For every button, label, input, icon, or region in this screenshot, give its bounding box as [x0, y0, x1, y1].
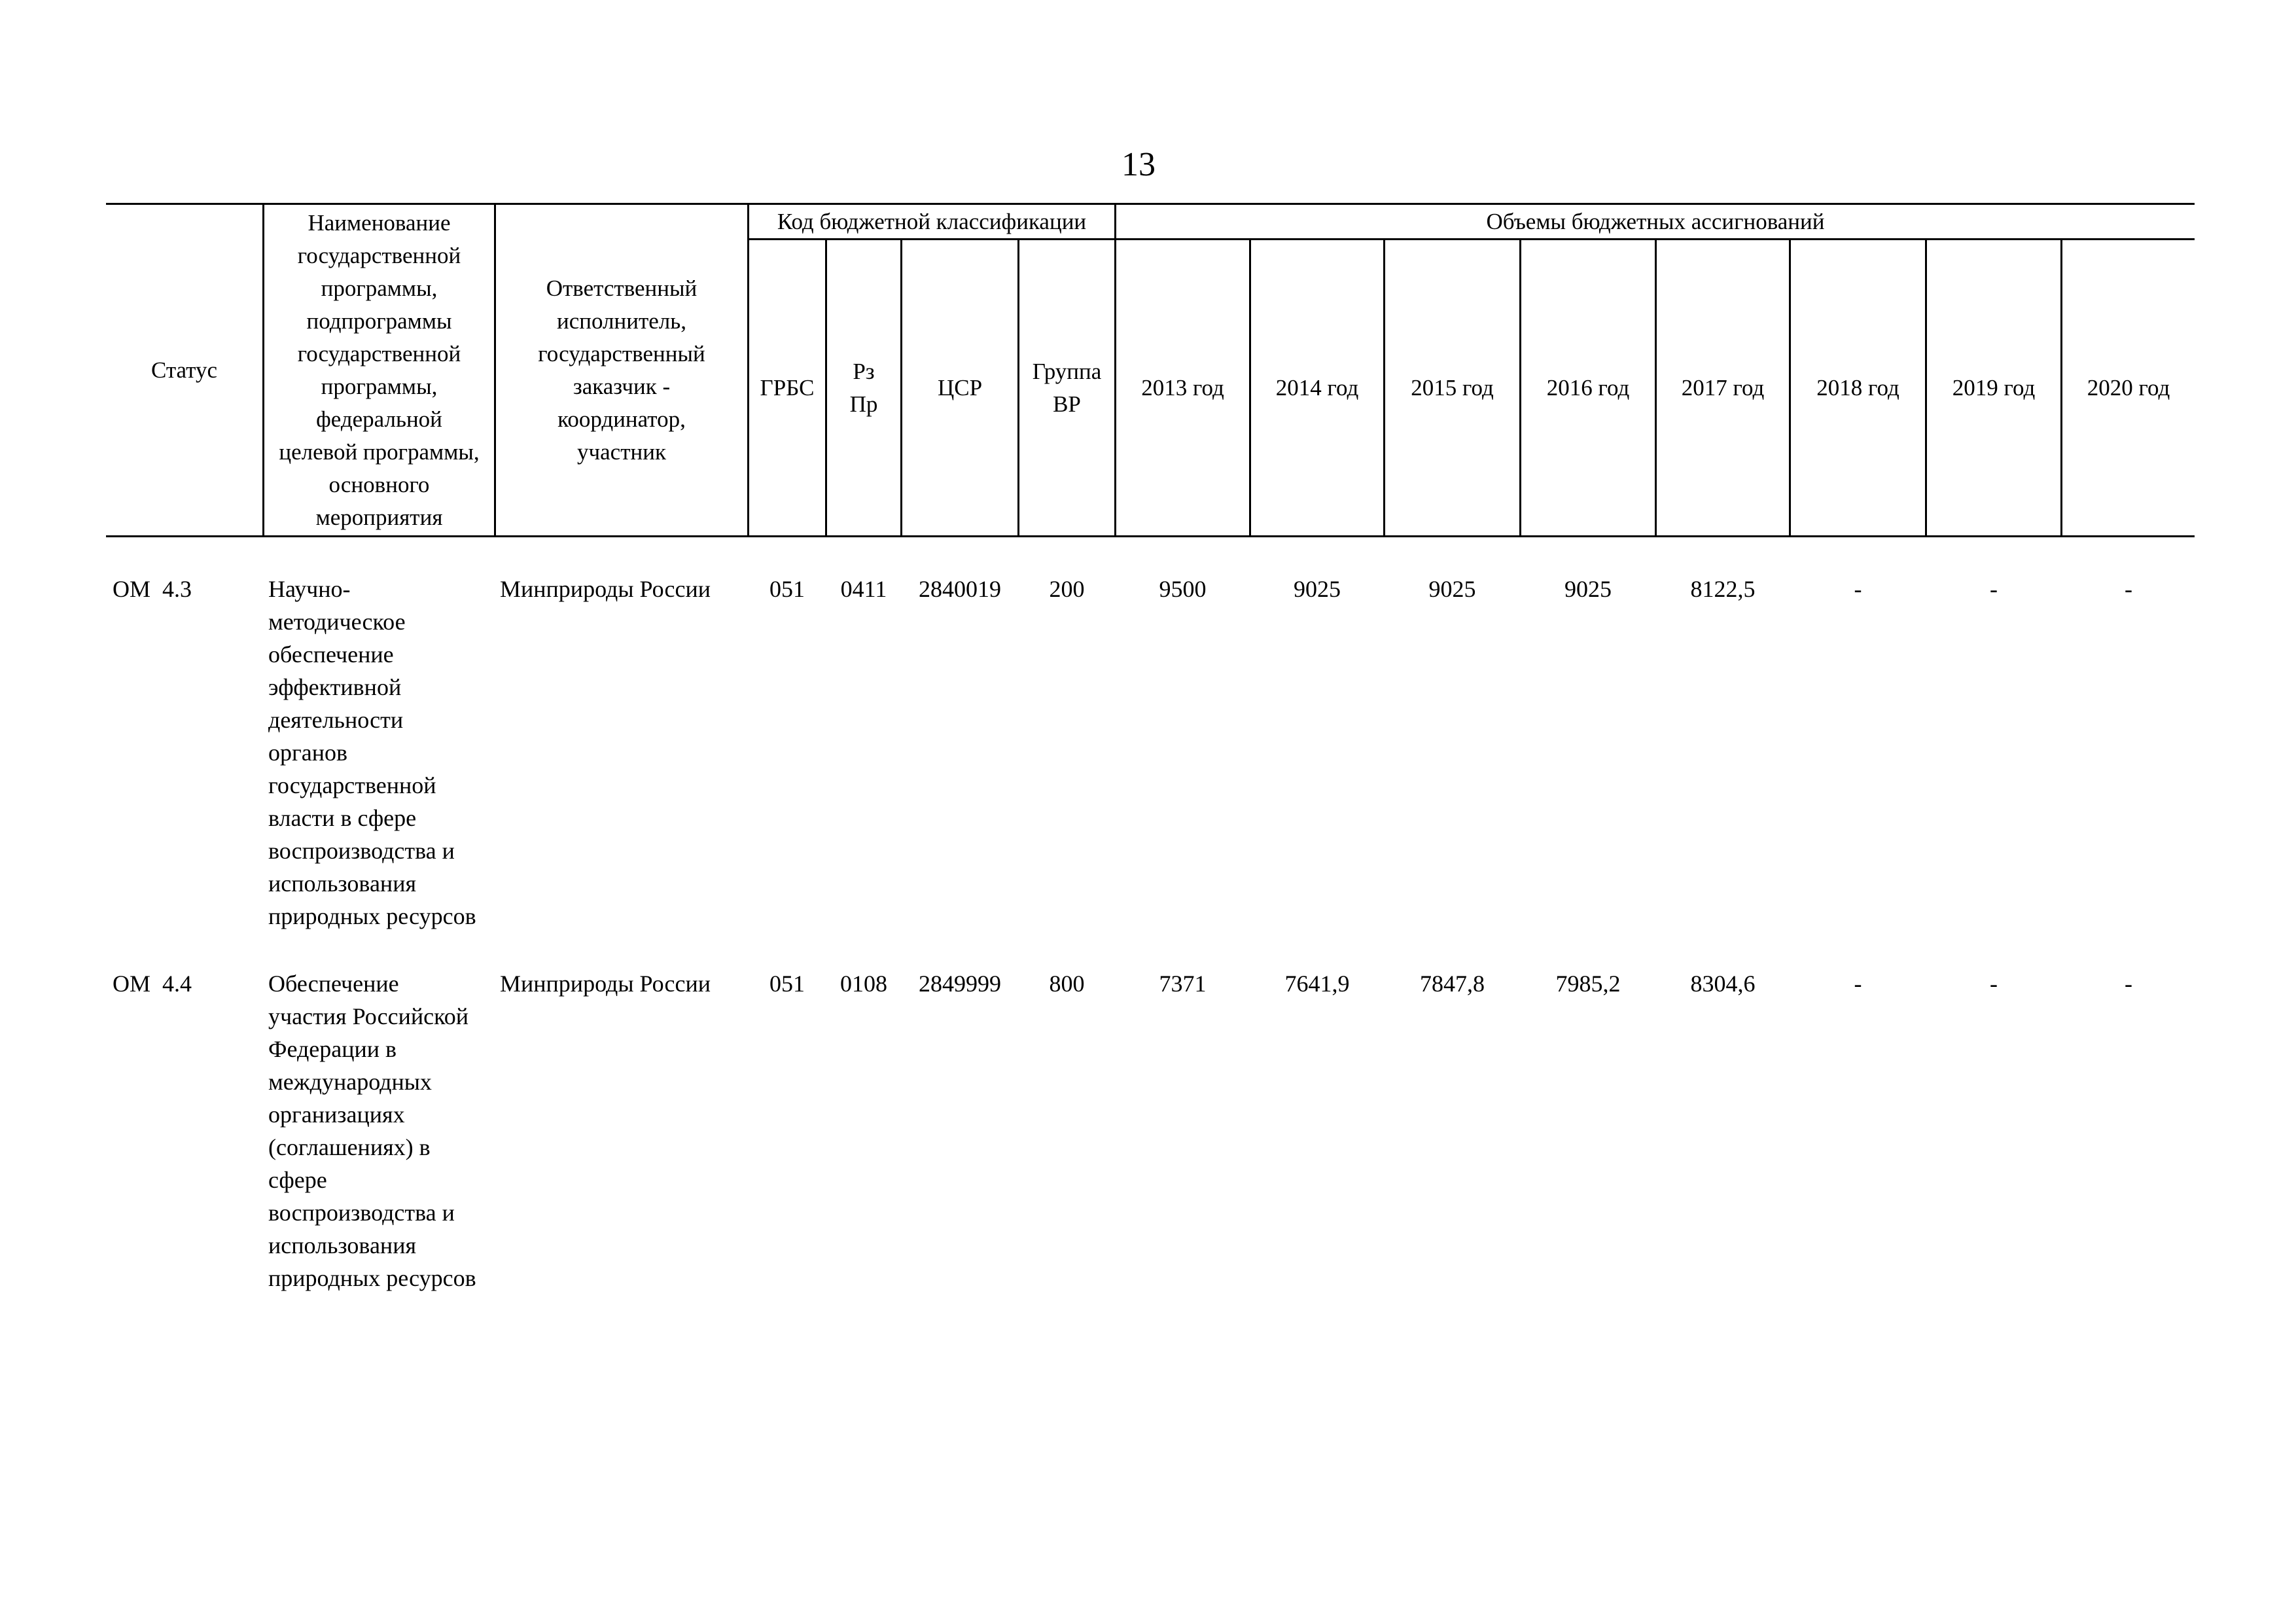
- header-grbs: ГРБС: [760, 374, 815, 401]
- value-2013: 7371: [1159, 971, 1207, 997]
- header-vr: Группа ВР: [1032, 358, 1102, 417]
- row-status: ОМ 4.3: [113, 576, 192, 602]
- row-responsible: Минприроды России: [500, 576, 711, 602]
- header-csr: ЦСР: [937, 374, 983, 401]
- row-grbs: 051: [769, 971, 805, 997]
- value-2014: 9025: [1294, 576, 1341, 602]
- value-2013: 9500: [1159, 576, 1207, 602]
- value-2015: 7847,8: [1420, 971, 1485, 997]
- header-year-2016: 2016 год: [1546, 374, 1630, 401]
- row-csr: 2849999: [919, 971, 1001, 997]
- row-name: Обеспечение участия Российской Федерации в международных организациях (соглашениях) в сфере воспроизводства и использования природных ресурсов: [268, 971, 476, 1291]
- value-2017: 8304,6: [1690, 971, 1756, 997]
- header-name: Наименование государственной программы, подпрограммы государственной программы, федеральной целевой программы, основного мероприятия: [279, 209, 480, 530]
- header-budget-code: Код бюджетной классификации: [777, 208, 1087, 234]
- value-2017: 8122,5: [1690, 576, 1756, 602]
- value-2020: -: [2125, 576, 2132, 602]
- header-year-2020: 2020 год: [2087, 374, 2170, 401]
- value-2016: 9025: [1564, 576, 1612, 602]
- header-status: Статус: [150, 357, 218, 383]
- row-csr: 2840019: [919, 576, 1001, 602]
- header-year-2017: 2017 год: [1681, 374, 1765, 401]
- row-rzpr: 0108: [840, 971, 887, 997]
- value-2014: 7641,9: [1284, 971, 1350, 997]
- value-2016: 7985,2: [1555, 971, 1621, 997]
- row-status: ОМ 4.4: [113, 971, 192, 997]
- header-responsible: Ответственный исполнитель, государственный заказчик - координатор, участник: [538, 275, 705, 465]
- page-number: 13: [1122, 146, 1156, 183]
- row-rzpr: 0411: [840, 576, 887, 602]
- header-year-2018: 2018 год: [1816, 374, 1899, 401]
- value-2019: -: [1990, 971, 1998, 997]
- header-bottom-rule: [106, 535, 2195, 537]
- value-2019: -: [1990, 576, 1998, 602]
- header-year-2015: 2015 год: [1411, 374, 1494, 401]
- value-2018: -: [1854, 576, 1862, 602]
- table-header: [0, 0, 2296, 543]
- row-name: Научно- методическое обеспечение эффективной деятельности органов государственной власти в сфере воспроизводства и использования природных ресурсов: [268, 576, 476, 929]
- row-grbs: 051: [769, 576, 805, 602]
- header-year-2013: 2013 год: [1141, 374, 1224, 401]
- header-volumes: Объемы бюджетных ассигнований: [1486, 208, 1825, 234]
- row-responsible: Минприроды России: [500, 971, 711, 997]
- header-year-2019: 2019 год: [1952, 374, 2036, 401]
- value-2020: -: [2125, 971, 2132, 997]
- row-vr: 200: [1049, 576, 1085, 602]
- header-year-2014: 2014 год: [1275, 374, 1359, 401]
- value-2015: 9025: [1428, 576, 1476, 602]
- value-2018: -: [1854, 971, 1862, 997]
- header-rzpr: Рз Пр: [849, 358, 878, 417]
- row-vr: 800: [1049, 971, 1085, 997]
